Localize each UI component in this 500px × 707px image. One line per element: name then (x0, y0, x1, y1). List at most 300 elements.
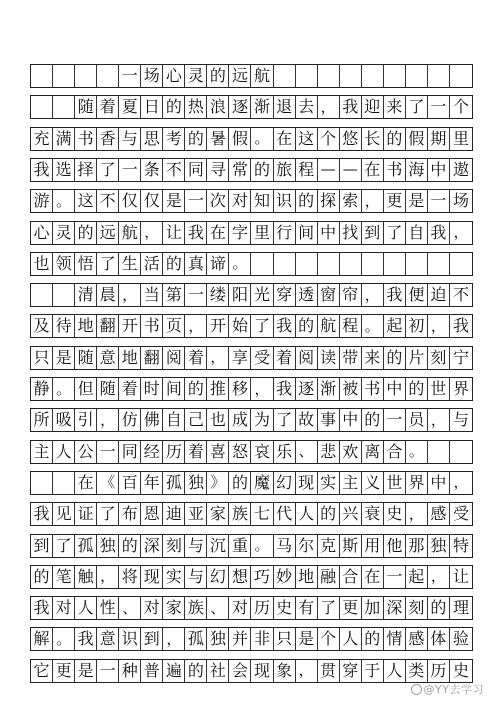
grid-cell: 了 (97, 253, 119, 275)
grid-cell: 在 (274, 128, 296, 150)
grid-cell: 与 (452, 410, 469, 430)
grid-cell (318, 253, 340, 275)
grid-cell: 在 (362, 159, 384, 181)
grid-cell: 喜 (207, 441, 229, 463)
grid-cell: 间 (296, 222, 318, 244)
grid-cell: 族 (185, 597, 207, 619)
grid-cell: 热 (185, 96, 207, 118)
grid-cell: 窗 (318, 284, 340, 306)
grid-cell: 起 (384, 315, 406, 337)
grid-cell: 人 (384, 660, 406, 682)
grid-cell: 着 (97, 96, 119, 118)
grid-cell: 。 (53, 628, 75, 650)
grid-cell: 翻 (141, 347, 163, 369)
grid-cell: — (318, 159, 340, 181)
grid-cell: 是 (75, 660, 97, 682)
grid-cell: ， (251, 378, 273, 400)
grid-cell: ， (362, 284, 384, 306)
grid-cell: 始 (229, 315, 251, 337)
grid-cell (384, 253, 406, 275)
grid-cell: 我 (31, 503, 53, 525)
grid-cell: 期 (428, 128, 450, 150)
grid-cell: 世 (428, 378, 450, 400)
grid-row (30, 95, 473, 119)
grid-cell: 我 (31, 159, 53, 181)
grid-cell: 界 (452, 379, 469, 398)
grid-cell: 旅 (274, 159, 296, 181)
grid-cell: 去 (296, 96, 318, 118)
grid-cell: 了 (318, 597, 340, 619)
grid-row (30, 252, 473, 276)
grid-cell: ， (428, 409, 450, 431)
grid-cell: 恩 (141, 503, 163, 525)
grid-cell: ， (163, 628, 185, 650)
grid-cell: 亚 (185, 503, 207, 525)
grid-cell: 真 (185, 253, 207, 275)
grid-cell: ， (185, 315, 207, 337)
grid-cell: 、 (296, 441, 318, 463)
grid-cell: ， (318, 96, 340, 118)
grid-cell: 了 (97, 503, 119, 525)
grid-cell: 重 (229, 535, 251, 557)
grid-cell: 感 (428, 503, 450, 525)
grid-cell: 地 (296, 566, 318, 588)
grid-cell: 推 (207, 378, 229, 400)
grid-cell (274, 65, 296, 87)
grid-cell: 魔 (251, 472, 273, 494)
grid-cell: 会 (229, 660, 251, 682)
grid-cell: 渐 (251, 96, 273, 118)
grid-cell: 史 (274, 597, 296, 619)
grid-cell: 香 (97, 128, 119, 150)
grid-cell: 是 (406, 190, 428, 212)
grid-cell: 仅 (119, 190, 141, 212)
grid-row (30, 314, 473, 338)
grid-cell: 翻 (97, 315, 119, 337)
grid-cell: 。 (362, 315, 384, 337)
grid-cell: 静 (31, 378, 53, 400)
grid-row (30, 471, 473, 495)
grid-cell: 航 (318, 315, 340, 337)
watermark (411, 681, 484, 697)
grid-cell: 我 (428, 222, 450, 244)
grid-cell: 带 (340, 347, 362, 369)
grid-cell: 了 (274, 409, 296, 431)
grid-cell: 的 (296, 190, 318, 212)
grid-cell: 对 (229, 190, 251, 212)
grid-cell: 现 (141, 566, 163, 588)
grid-cell: 远 (97, 222, 119, 244)
grid-cell: 同 (119, 441, 141, 463)
grid-cell: 着 (185, 441, 207, 463)
grid-cell: 有 (296, 597, 318, 619)
grid-cell: 人 (75, 597, 97, 619)
grid-cell: 是 (53, 347, 75, 369)
grid-cell: 知 (251, 190, 273, 212)
grid-paper (30, 64, 473, 690)
grid-cell: 深 (384, 597, 406, 619)
grid-cell: 更 (384, 190, 406, 212)
grid-cell: 妙 (274, 566, 296, 588)
grid-cell (53, 284, 75, 306)
grid-cell: 家 (163, 597, 185, 619)
grid-row (30, 346, 473, 370)
grid-cell (274, 253, 296, 275)
grid-cell: 一 (384, 566, 406, 588)
grid-cell: 员 (406, 409, 428, 431)
grid-cell: 探 (318, 190, 340, 212)
grid-cell: 在 (362, 566, 384, 588)
grid-cell: 我 (31, 597, 53, 619)
grid-cell: 遨 (452, 159, 469, 179)
grid-cell: 的 (31, 566, 53, 588)
grid-cell: 个 (318, 128, 340, 150)
grid-cell (450, 441, 472, 463)
grid-cell: 克 (318, 535, 340, 557)
grid-cell: 迪 (163, 503, 185, 525)
grid-cell: ， (141, 222, 163, 244)
grid-cell: 那 (406, 535, 428, 557)
grid-cell: ， (207, 347, 229, 369)
grid-cell: 书 (384, 159, 406, 181)
grid-cell: 仅 (141, 190, 163, 212)
grid-cell: 与 (119, 128, 141, 150)
grid-cell: 择 (75, 159, 97, 181)
grid-cell: 着 (185, 347, 207, 369)
grid-cell: 初 (406, 315, 428, 337)
grid-cell: ， (362, 190, 384, 212)
grid-cell: 中 (318, 222, 340, 244)
grid-cell: 幻 (274, 472, 296, 494)
grid-cell: 布 (119, 503, 141, 525)
grid-cell: 清 (75, 284, 97, 306)
grid-cell: 社 (207, 660, 229, 682)
grid-cell: 谛 (207, 253, 229, 275)
grid-cell: 我 (384, 284, 406, 306)
grid-cell: 领 (53, 253, 75, 275)
grid-cell: 了 (53, 535, 75, 557)
grid-cell: 宁 (452, 347, 469, 367)
grid-cell: 《 (97, 472, 119, 494)
grid-cell: 意 (97, 628, 119, 650)
grid-cell: 孤 (163, 472, 185, 494)
grid-cell: 穿 (340, 660, 362, 682)
grid-cell: 来 (384, 96, 406, 118)
grid-cell: 人 (53, 441, 75, 463)
grid-cell: 见 (53, 503, 75, 525)
grid-cell: 种 (119, 660, 141, 682)
grid-cell: 受 (251, 347, 273, 369)
grid-cell: 充 (31, 128, 53, 150)
grid-cell: 类 (406, 660, 428, 682)
grid-cell: 时 (141, 378, 163, 400)
grid-cell: 历 (251, 597, 273, 619)
grid-cell: 历 (428, 660, 450, 682)
grid-cell: 的 (384, 128, 406, 150)
grid-cell: 自 (406, 222, 428, 244)
grid-cell: 同 (185, 159, 207, 181)
grid-cell: 的 (362, 409, 384, 431)
grid-cell: 离 (362, 441, 384, 463)
grid-cell: 成 (229, 409, 251, 431)
grid-cell: 历 (163, 441, 185, 463)
grid-cell: 条 (141, 159, 163, 181)
grid-cell (296, 65, 318, 87)
grid-cell: 于 (362, 660, 384, 682)
grid-cell: 的 (163, 253, 185, 275)
grid-cell: 迎 (362, 96, 384, 118)
grid-cell: 非 (251, 628, 273, 650)
grid-cell: 的 (362, 628, 384, 650)
grid-cell: 、 (207, 597, 229, 619)
grid-cell: 加 (362, 597, 384, 619)
grid-cell: — (340, 159, 362, 181)
grid-cell: 年 (141, 472, 163, 494)
grid-cell (340, 65, 362, 87)
grid-cell: 己 (185, 409, 207, 431)
grid-cell: 里 (251, 222, 273, 244)
grid-cell: 遍 (163, 660, 185, 682)
grid-cell: 晨 (97, 284, 119, 306)
grid-cell: 场 (452, 191, 469, 211)
grid-cell: 一 (119, 65, 141, 87)
grid-cell: 、 (119, 597, 141, 619)
grid-cell: 夏 (119, 96, 141, 118)
grid-cell: 一 (428, 190, 450, 212)
grid-cell: 中 (428, 472, 450, 494)
grid-cell: 随 (75, 347, 97, 369)
grid-cell: 特 (452, 535, 469, 555)
grid-cell: 独 (97, 535, 119, 557)
grid-cell: 也 (207, 409, 229, 431)
grid-cell: 这 (75, 190, 97, 212)
grid-cell: 的 (229, 472, 251, 494)
grid-cell (362, 253, 384, 275)
grid-cell: 与 (185, 535, 207, 557)
grid-cell: 是 (296, 628, 318, 650)
grid-row (30, 627, 473, 651)
grid-cell: 刻 (428, 347, 450, 369)
grid-cell: 衰 (362, 503, 384, 525)
grid-cell: 书 (362, 378, 384, 400)
grid-cell: 的 (185, 660, 207, 682)
grid-cell: 象 (274, 660, 296, 682)
grid-cell: ， (428, 315, 450, 337)
grid-cell: 的 (428, 597, 450, 619)
grid-cell (31, 284, 53, 306)
grid-cell: 随 (97, 378, 119, 400)
grid-cell: 更 (53, 660, 75, 682)
grid-row (30, 408, 473, 432)
grid-cell: 被 (340, 378, 362, 400)
grid-cell: 中 (340, 409, 362, 431)
grid-cell (97, 65, 119, 87)
grid-cell: 欢 (340, 441, 362, 463)
grid-cell: 远 (229, 65, 251, 87)
grid-cell: 斯 (340, 535, 362, 557)
grid-cell: 佛 (141, 409, 163, 431)
grid-cell: 的 (406, 378, 428, 400)
grid-cell (450, 253, 472, 275)
grid-cell: 深 (141, 535, 163, 557)
grid-cell: 当 (141, 284, 163, 306)
grid-cell: 笔 (53, 566, 75, 588)
grid-cell: 中 (384, 378, 406, 400)
grid-cell: 开 (119, 315, 141, 337)
grid-cell: 的 (75, 222, 97, 244)
grid-cell: 兴 (340, 503, 362, 525)
grid-cell: 心 (163, 65, 185, 87)
grid-cell: 假 (406, 128, 428, 150)
grid-cell (428, 441, 450, 463)
grid-cell: 场 (141, 65, 163, 87)
grid-cell: 马 (274, 535, 296, 557)
watermark-text: @YY去学习 (423, 683, 484, 696)
grid-cell: 的 (163, 96, 185, 118)
grid-cell: 事 (318, 409, 340, 431)
grid-cell: 我 (75, 628, 97, 650)
grid-cell: 但 (75, 378, 97, 400)
grid-cell: 。 (53, 190, 75, 212)
grid-cell: 。 (251, 128, 273, 150)
grid-cell: 只 (274, 628, 296, 650)
grid-cell: 悟 (75, 253, 97, 275)
grid-cell: 帘 (340, 284, 362, 306)
grid-cell (31, 472, 53, 494)
grid-cell: 灵 (185, 65, 207, 87)
grid-cell: 经 (141, 441, 163, 463)
grid-cell: 所 (31, 409, 53, 431)
grid-cell: 起 (406, 566, 428, 588)
grid-cell: 人 (296, 503, 318, 525)
grid-cell: 渐 (318, 378, 340, 400)
grid-cell: 贯 (318, 660, 340, 682)
grid-cell: 证 (75, 503, 97, 525)
grid-cell: 体 (428, 628, 450, 650)
grid-cell: 逐 (229, 96, 251, 118)
grid-cell: 代 (274, 503, 296, 525)
grid-cell (384, 65, 406, 87)
grid-row (30, 127, 473, 151)
grid-cell: 迫 (428, 284, 450, 306)
grid-cell: 程 (296, 159, 318, 181)
grid-cell: 移 (229, 378, 251, 400)
grid-cell (318, 65, 340, 87)
grid-cell: 幻 (207, 566, 229, 588)
grid-cell: 我 (340, 96, 362, 118)
grid-cell (450, 65, 472, 87)
grid-row (30, 158, 473, 182)
grid-cell: 满 (53, 128, 75, 150)
grid-cell: 史 (452, 660, 469, 680)
watermark-logo-icon (411, 684, 422, 695)
grid-row (30, 502, 473, 526)
grid-cell: 地 (75, 315, 97, 337)
grid-cell: 航 (119, 222, 141, 244)
grid-cell: 他 (384, 535, 406, 557)
grid-cell (31, 65, 53, 87)
grid-cell: 孤 (75, 535, 97, 557)
grid-cell: 现 (251, 660, 273, 682)
grid-cell: 触 (75, 566, 97, 588)
grid-cell: 不 (163, 159, 185, 181)
grid-cell: 百 (119, 472, 141, 494)
grid-cell: 史 (384, 503, 406, 525)
grid-cell: 行 (274, 222, 296, 244)
grid-cell: 到 (31, 535, 53, 557)
grid-cell: 找 (340, 222, 362, 244)
grid-cell: 感 (406, 628, 428, 650)
grid-cell: ， (97, 409, 119, 431)
grid-cell: 阅 (163, 347, 185, 369)
grid-cell: 日 (141, 96, 163, 118)
grid-row (30, 64, 473, 88)
grid-cell: 为 (251, 409, 273, 431)
grid-cell: 让 (163, 222, 185, 244)
grid-cell: 主 (31, 441, 53, 463)
grid-cell: 也 (31, 253, 53, 275)
grid-cell: 一 (384, 409, 406, 431)
grid-cell: 巧 (251, 566, 273, 588)
grid-cell: 假 (229, 128, 251, 150)
grid-cell: 暑 (207, 128, 229, 150)
grid-cell: 一 (119, 159, 141, 181)
grid-cell: 人 (340, 628, 362, 650)
grid-cell: 的 (185, 378, 207, 400)
grid-cell: 的 (384, 347, 406, 369)
grid-cell: 页 (163, 315, 185, 337)
grid-cell (251, 253, 273, 275)
grid-cell: 生 (119, 253, 141, 275)
grid-cell: 想 (229, 566, 251, 588)
grid-cell: ， (428, 566, 450, 588)
grid-cell: 合 (340, 566, 362, 588)
grid-cell: 现 (296, 472, 318, 494)
grid-cell: ， (296, 660, 318, 682)
grid-cell: 随 (75, 96, 97, 118)
grid-cell: 常 (229, 159, 251, 181)
grid-cell: 自 (163, 409, 185, 431)
grid-cell (406, 253, 428, 275)
grid-cell (53, 65, 75, 87)
grid-cell: 受 (452, 504, 469, 524)
grid-cell: ， (453, 473, 469, 492)
grid-cell: 书 (141, 315, 163, 337)
grid-cell: 融 (318, 566, 340, 588)
grid-cell: 验 (452, 629, 469, 649)
grid-cell: 在 (207, 222, 229, 244)
grid-cell: 独 (428, 535, 450, 557)
grid-cell: 书 (75, 128, 97, 150)
grid-cell (31, 96, 53, 118)
grid-cell: 并 (229, 628, 251, 650)
grid-cell: 第 (163, 284, 185, 306)
grid-cell: 我 (274, 315, 296, 337)
grid-cell: 浪 (207, 96, 229, 118)
grid-cell: 了 (97, 159, 119, 181)
grid-cell: 的 (119, 535, 141, 557)
grid-cell: 仿 (119, 409, 141, 431)
grid-cell: 一 (97, 660, 119, 682)
grid-cell: 用 (362, 535, 384, 557)
grid-cell: 意 (97, 347, 119, 369)
grid-cell: 哀 (251, 441, 273, 463)
grid-cell (296, 253, 318, 275)
grid-cell (53, 96, 75, 118)
grid-cell: 普 (141, 660, 163, 682)
grid-cell: 怒 (229, 441, 251, 463)
grid-cell: 理 (452, 598, 469, 618)
